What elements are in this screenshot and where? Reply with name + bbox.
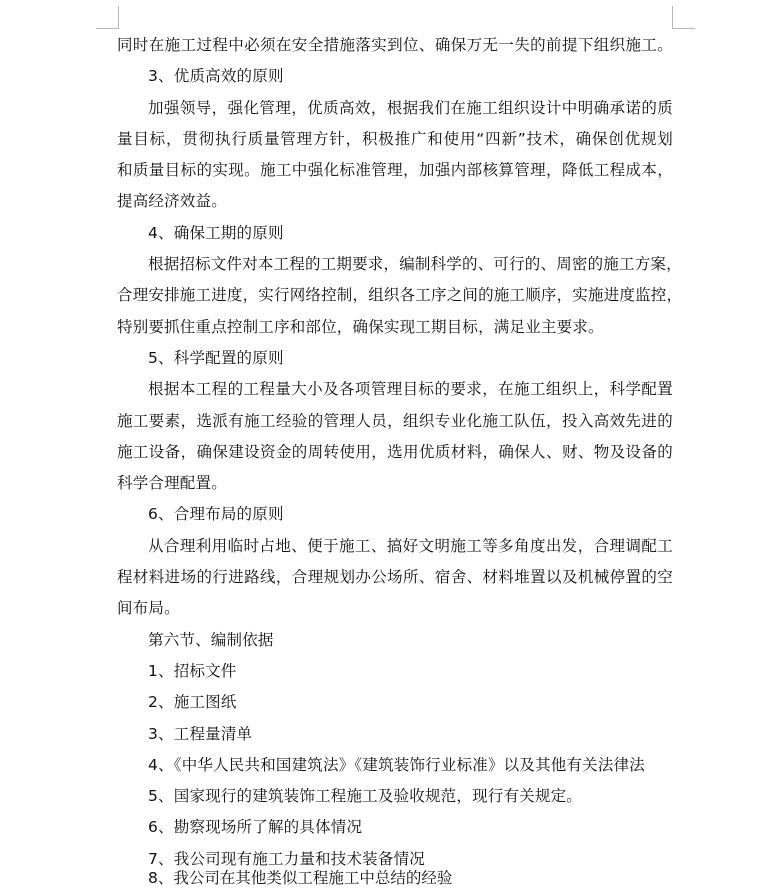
- text-line: 7、我公司现有施工力量和技术装备情况: [148, 849, 425, 868]
- text-line: 根据招标文件对本工程的工期要求，编制科学的、可行的、周密的施工方案，: [148, 255, 682, 274]
- text-line: 6、合理布局的原则: [148, 505, 284, 524]
- text-line: 科学合理配置。: [117, 474, 227, 493]
- text-line: 同时在施工过程中必须在安全措施落实到位、确保万无一失的前提下组织施工。: [117, 36, 673, 54]
- text-line: 和质量目标的实现。施工中强化标准管理，加强内部核算管理，降低工程成本，: [117, 161, 673, 180]
- text-line: 根据本工程的工程量大小及各项管理目标的要求，在施工组织上，科学配置: [148, 380, 673, 399]
- text-line: 5、国家现行的建筑装饰工程施工及验收规范，现行有关规定。: [148, 787, 582, 806]
- text-line: 施工要素，选派有施工经验的管理人员，组织专业化施工队伍，投入高效先进的: [117, 411, 673, 430]
- text-line: 量目标，贯彻执行质量管理方针，积极推广和使用“四新”技术，确保创优规划: [117, 129, 673, 148]
- page-corner-mark-top-left: [96, 6, 119, 29]
- text-line: 4、《中华人民共和国建筑法》《建筑装饰行业标准》以及其他有关法律法: [148, 755, 645, 774]
- text-line: 5、科学配置的原则: [148, 348, 284, 367]
- text-line: 3、工程量清单: [148, 724, 253, 743]
- text-line: 3、优质高效的原则: [148, 67, 284, 86]
- text-line: 4、确保工期的原则: [148, 223, 284, 242]
- document-body[interactable]: [117, 30, 683, 875]
- partial-last-line: 8、我公司在其他类似工程施工中总结的经验: [148, 869, 453, 887]
- text-line: 1、招标文件: [148, 661, 237, 680]
- text-line: 施工设备，确保建设资金的周转使用，选用优质材料，确保人、财、物及设备的: [117, 442, 673, 461]
- text-line: 从合理利用临时占地、便于施工、搞好文明施工等多角度出发，合理调配工: [148, 536, 673, 555]
- text-line: 第六节、编制依据: [148, 630, 274, 649]
- page-corner-mark-top-right: [672, 6, 695, 29]
- text-line: 程材料进场的行进路线，合理规划办公场所、宿舍、材料堆置以及机械停置的空: [117, 568, 673, 587]
- text-line: 合理安排施工进度，实行网络控制，组织各工序之间的施工顺序，实施进度监控，: [117, 286, 683, 305]
- cut-off-line-strip: [0, 869, 779, 887]
- text-line: 提高经济效益。: [117, 192, 227, 211]
- text-line: 2、施工图纸: [148, 693, 237, 712]
- text-line: 加强领导，强化管理，优质高效，根据我们在施工组织设计中明确承诺的质: [148, 98, 673, 117]
- text-line: 间布局。: [117, 599, 180, 618]
- text-line: 6、勘察现场所了解的具体情况: [148, 818, 363, 837]
- text-line: 特别要抓住重点控制工序和部位，确保实现工期目标，满足业主要求。: [117, 317, 604, 336]
